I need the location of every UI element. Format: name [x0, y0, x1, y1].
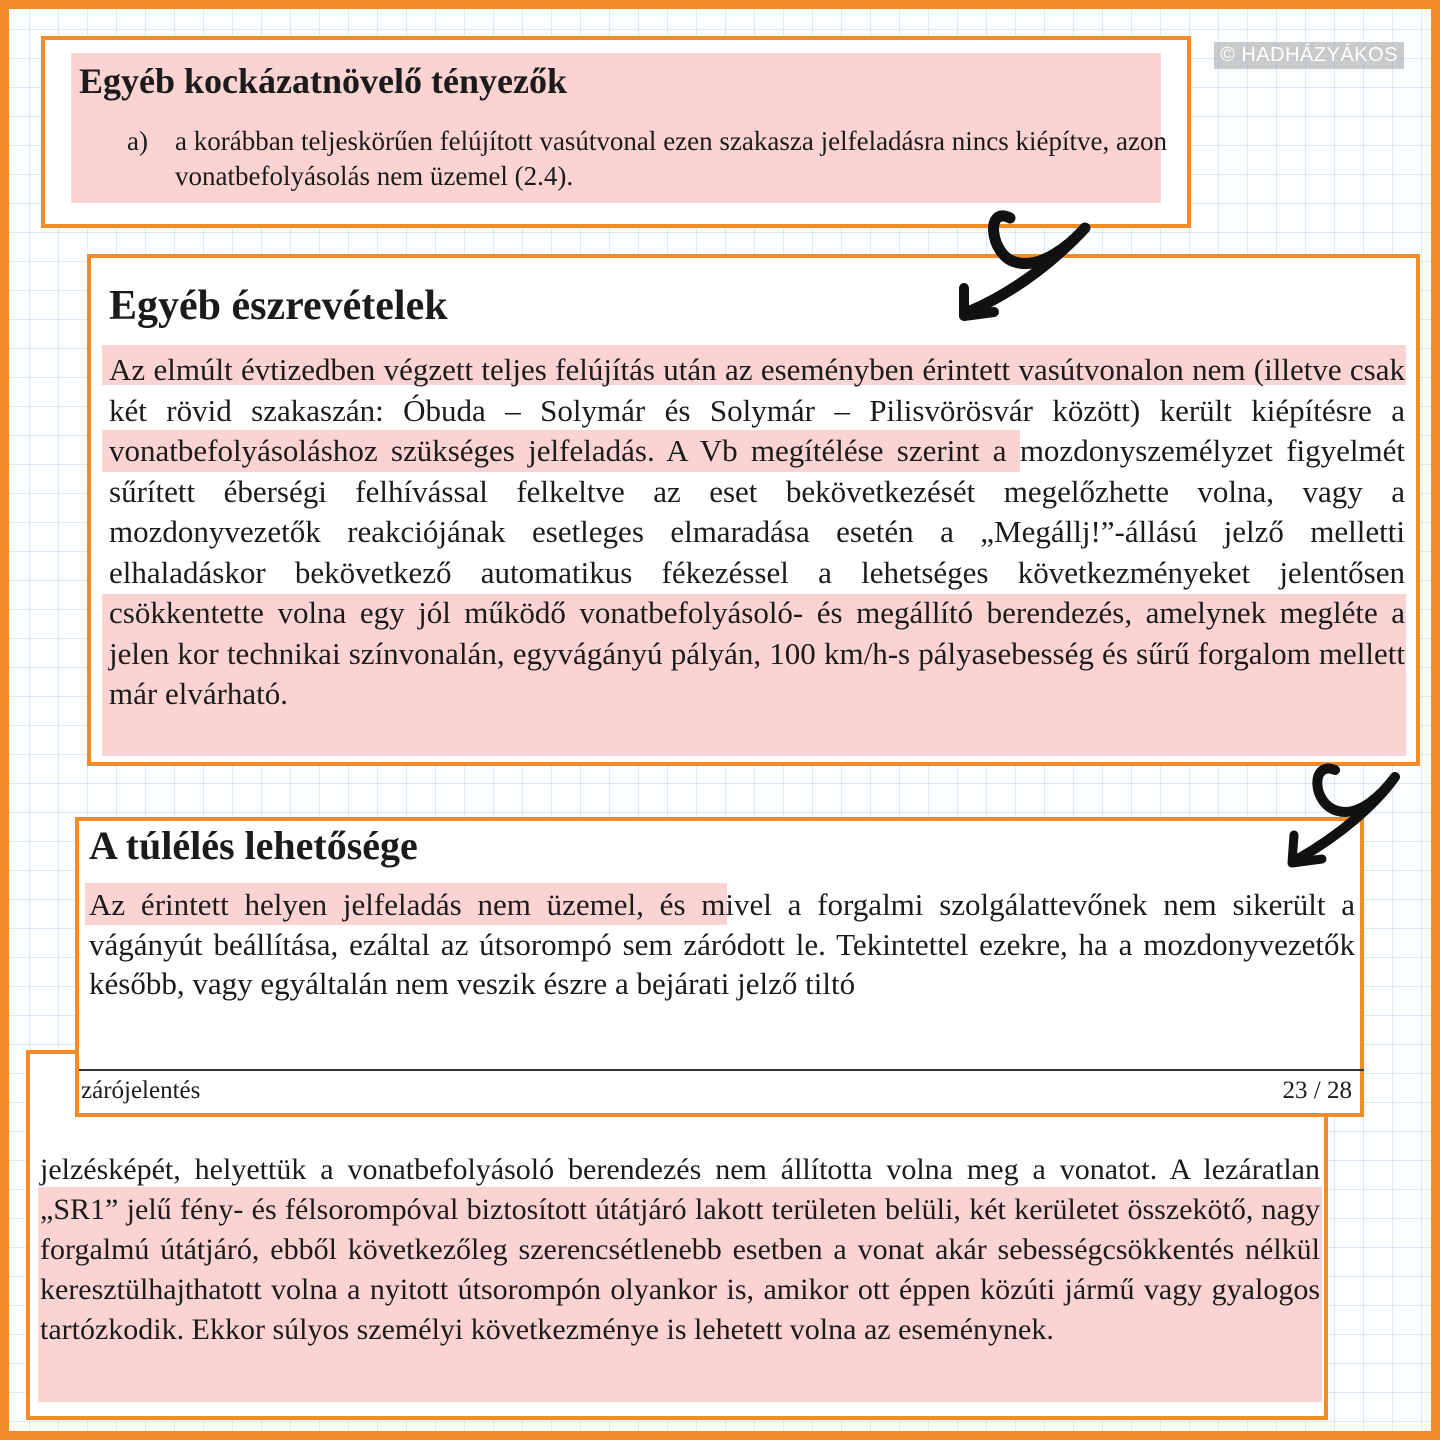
risk-factors-heading: Egyéb kockázatnövelő tényezők: [79, 61, 567, 101]
risk-factor-item: [127, 124, 1167, 194]
page-number: 23 / 28: [1282, 1077, 1352, 1104]
footer-rule: [79, 1069, 1364, 1071]
watermark: © HADHÁZYÁKOS: [1214, 42, 1404, 69]
continuation-paragraph: jelzésképét, helyettük a vonatbefolyásoló berendezés nem állította volna meg a vonatot. A lezáratlan „SR1” jelű fény- és félsorompóval biztosított útátjáró lakott területen belüli, két kerületet összekötő, nagy forgalmú útátjáró, ebből következőleg szerencsétlenebb esetben a vonat akár sebességcsökkentés nélkül keresztülhajthatott volna a nyitott útsorompón olyankor is, amikor ott éppen közúti jármű vagy gyalogos tartózkodik. Ekkor súlyos személyi következménye is lehetett volna az eseménynek.: [40, 1153, 1320, 1346]
survival-heading: A túlélés lehetősége: [89, 823, 418, 868]
curly-arrow-icon: [950, 200, 1100, 330]
curly-arrow-icon: [1280, 755, 1410, 875]
survival-box: [75, 817, 1364, 1117]
survival-paragraph: Az érintett helyen jelfeladás nem üzemel, és mivel a forgalmi szolgálattevőnek nem sikerült a vágányút beállítása, ezáltal az útsorompó sem záródott le. Tekintettel ezekre, ha a mozdonyvezetők később, vagy egyáltalán nem veszik észre a bejárati jelző tiltó: [89, 887, 1355, 1001]
item-label: a): [127, 126, 148, 156]
footer-document-name: zárójelentés: [81, 1077, 201, 1104]
other-observations-box: [87, 254, 1420, 766]
observations-paragraph: Az elmúlt évtizedben végzett teljes felújítás után az eseményben érintett vasútvonalon nem (illetve csak két rövid szakaszán: Óbuda – Solymár és Solymár – Pilisvörösvár között) került kiépítésre a vonatbefolyásoláshoz szükséges jelfeladás. A Vb megítélése szerint a mozdonyszemélyzet figyelmét sűrített éberségi felhívással felkeltve az eset bekövetkezését megelőzhette volna, vagy a mozdonyvezetők reakciójának esetleges elmaradása esetén a „Megállj!”-állású jelző melletti elhaladáskor bekövetkező automatikus fékezéssel a lehetséges következményeket jelentősen csökkentette volna egy jól működő vonatbefolyásoló- és megállító berendezés, amelynek megléte a jelen kor technikai színvonalán, egyvágányú pályán, 100 km/h-s pályasebesség és sűrű forgalom mellett már elvárható.: [109, 352, 1405, 711]
other-observations-heading: Egyéb észrevételek: [109, 283, 448, 329]
item-text: a korábban teljeskörűen felújított vasútvonal ezen szakasza jelfeladásra nincs kiépítve, azon vonatbefolyásolás nem üzemel (2.4).: [175, 126, 1167, 191]
